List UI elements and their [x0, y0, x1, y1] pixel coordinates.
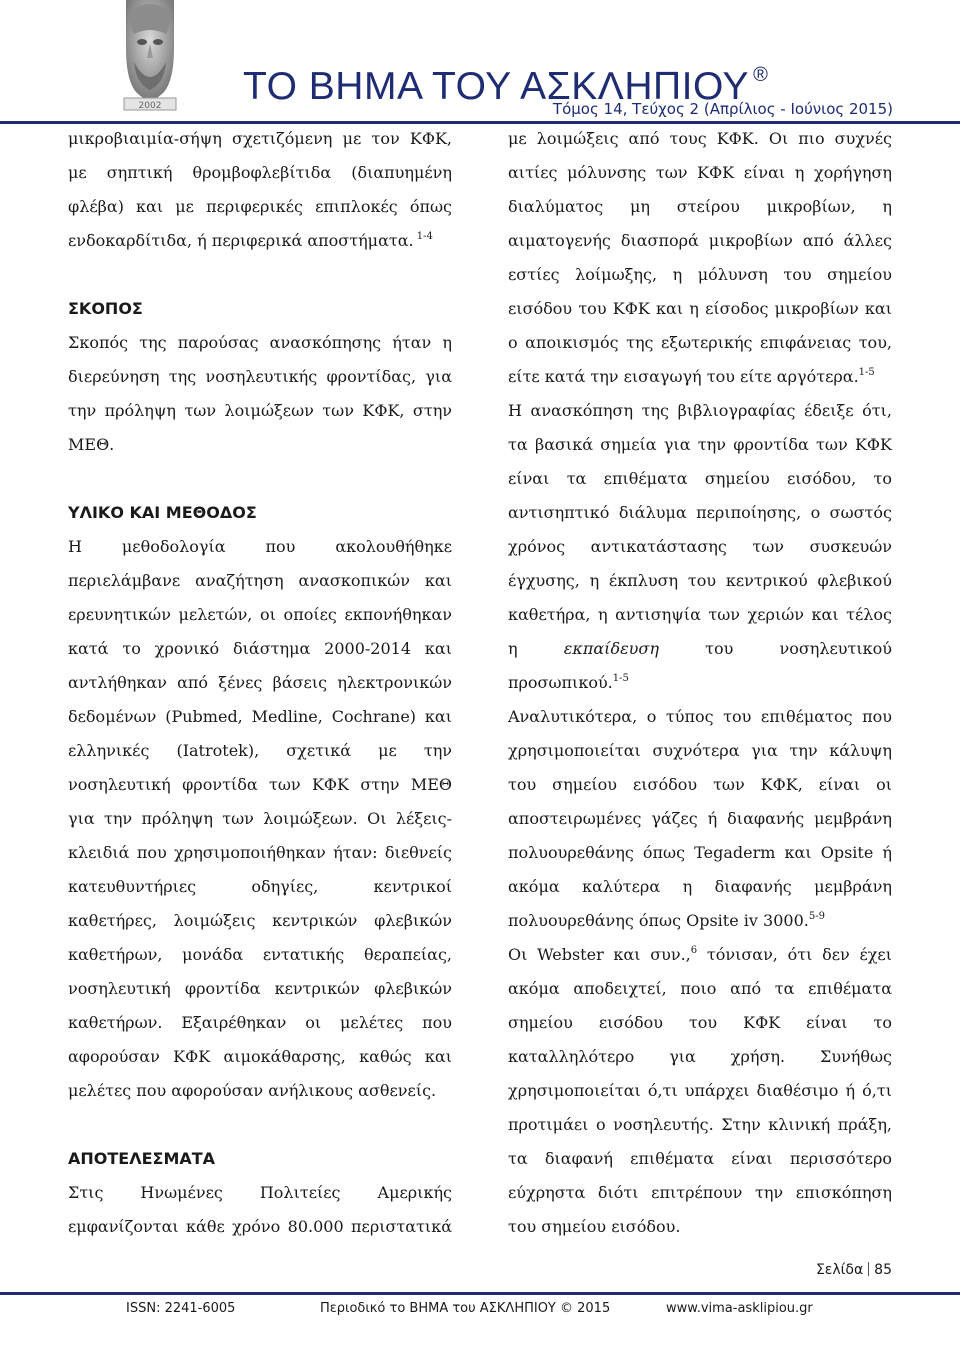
text-line: αιματογενής διασπορά μικροβίων από άλλες — [508, 231, 892, 250]
left-column — [68, 122, 452, 1244]
text-line: εισόδου του ΚΦΚ και η είσοδος μικροβίων και — [508, 299, 892, 318]
page-number-value: 85 — [874, 1262, 892, 1278]
text-line — [508, 360, 892, 394]
page-label: Σελίδα — [815, 1262, 864, 1278]
text-line: αντλήθηκαν από ξένες βάσεις ηλεκτρονικών — [68, 673, 452, 692]
section-heading-methods: ΥΛΙΚΟ ΚΑΙ ΜΕΘΟΔΟΣ — [68, 503, 257, 522]
text-line: αιτίες μόλυνσης των ΚΦΚ είναι η χορήγηση — [508, 163, 892, 182]
text-line: καθετήρες, λοιμώξεις κεντρικών φλεβικών — [68, 911, 452, 930]
text-line: νοσηλευτική φροντίδα κεντρικών φλεβικών — [68, 979, 452, 998]
text-line: ελληνικές (Iatrotek), σχετικά με την — [68, 741, 452, 760]
registered-mark: ® — [753, 64, 769, 86]
text-line: με λοιμώξεις από τους ΚΦΚ. Οι πιο συχνές — [508, 129, 892, 148]
text-line: μελέτες που αφορούσαν ανήλικους ασθενείς. — [68, 1081, 437, 1100]
text-line: ακόμα αποδειχτεί, ποιο από τα επιθέματα — [508, 979, 892, 998]
text-line: του σημείου εισόδου. — [508, 1217, 681, 1236]
text-line: αφορούσαν ΚΦΚ αιμοκάθαρσης, καθώς και — [68, 1047, 452, 1066]
page-number — [780, 1260, 892, 1280]
text-line: για την πρόληψη των λοιμώξεων. Οι λέξεις- — [68, 809, 452, 828]
text-line: Σκοπός της παρούσας ανασκόπησης ήταν η — [68, 333, 452, 352]
text-line: Στις Ηνωμένες Πολιτείες Αμερικής — [68, 1183, 452, 1202]
text-line: ακόμα καλύτερα η διαφανής μεμβράνη — [508, 877, 892, 896]
text-line: περιελάμβανε αναζήτηση ανασκοπικών και — [68, 571, 452, 590]
paragraph-gap — [68, 258, 452, 292]
text-line: με σηπτική θρομβοφλεβίτιδα (διαπυημένη — [68, 163, 452, 182]
text-line — [508, 632, 892, 666]
text-line: εμφανίζονται κάθε χρόνο 80.000 περιστατικά — [68, 1217, 452, 1236]
footer — [120, 1298, 840, 1320]
text-line: χρησιμοποιείται συχνότερα για την κάλυψη — [508, 741, 892, 760]
svg-text:2002: 2002 — [138, 101, 162, 111]
text-line: ο αποικισμός της εξωτερικής επιφάνειας του, — [508, 333, 892, 352]
text-line — [68, 224, 452, 258]
text-line: κατευθυντήριες οδηγίες, κεντρικοί — [68, 877, 452, 896]
journal-title-text: ΤΟ ΒΗΜΑ ΤΟΥ ΑΣΚΛΗΠΙΟΥ — [243, 65, 750, 108]
text-line: την πρόληψη των λοιμώξεων των ΚΦΚ, στην — [68, 401, 452, 420]
text-line: δεδομένων (Pubmed, Medline, Cochrane) και — [68, 707, 452, 726]
text-line: χρόνος αντικατάστασης των συσκευών — [508, 537, 892, 556]
text-line — [508, 938, 892, 972]
text-line: αποστειρωμένες γάζες ή διαφανής μεμβράνη — [508, 809, 892, 828]
emphasized-word: εκπαίδευση — [563, 639, 659, 658]
text-line-body: Οι Webster και συν., — [508, 945, 691, 964]
text-line: Η ανασκόπηση της βιβλιογραφίας έδειξε ότι, — [508, 401, 892, 420]
issue-info: Τόμος 14, Τεύχος 2 (Απρίλιος - Ιούνιος 2015) — [552, 100, 893, 118]
citation-ref: 1-4 — [413, 231, 433, 242]
asklepios-bust-logo-icon — [120, 0, 180, 112]
text-line: Αναλυτικότερα, ο τύπος του επιθέματος που — [508, 707, 892, 726]
text-line: κατά το χρονικό διάστημα 2000-2014 και — [68, 639, 452, 658]
text-line — [508, 666, 892, 700]
text-line-body: είτε κατά την εισαγωγή του είτε αργότερα. — [508, 367, 859, 386]
text-line: σημείου εισόδου του ΚΦΚ είναι το — [508, 1013, 892, 1032]
text-line: Η μεθοδολογία που ακολουθήθηκε — [68, 537, 452, 556]
text-line: προτιμάει ο νοσηλευτής. Στην κλινική πράξη, — [508, 1115, 892, 1134]
text-line: ερευνητικών μελετών, οι οποίες εκπονήθηκαν — [68, 605, 452, 624]
text-line-body: προσωπικού. — [508, 673, 613, 692]
text-line: τα βασικά σημεία για την φροντίδα των ΚΦΚ — [508, 435, 892, 454]
text-line: καθετήρων, μονάδα εντατικής θεραπείας, — [68, 945, 452, 964]
text-line: καθετήρων. Εξαιρέθηκαν οι μελέτες που — [68, 1013, 452, 1032]
text-line: έγχυσης, η έκπλυση του κεντρικού φλεβικού — [508, 571, 892, 590]
text-word: η — [508, 639, 518, 658]
text-line: καταλληλότερο για χρήση. Συνήθως — [508, 1047, 892, 1066]
footer-divider — [0, 1292, 960, 1295]
text-line: φλέβα) και με περιφερικές επιπλοκές όπως — [68, 197, 452, 216]
footer-issn: ISSN: 2241-6005 — [126, 1301, 236, 1316]
text-line: είναι τα επιθέματα σημείου εισόδου, το — [508, 469, 892, 488]
text-line: του σημείου εισόδου των ΚΦΚ, είναι οι — [508, 775, 892, 794]
footer-url[interactable]: www.vima-asklipiou.gr — [666, 1301, 813, 1316]
section-heading-results: ΑΠΟΤΕΛΕΣΜΑΤΑ — [68, 1149, 216, 1168]
text-line: κλειδιά που χρησιμοποιήθηκαν ήταν: διεθνείς — [68, 843, 452, 862]
text-line: αντισηπτικό διάλυμα περιποίησης, ο σωστός — [508, 503, 892, 522]
page-number-separator — [868, 1262, 869, 1276]
paragraph-gap — [68, 1108, 452, 1142]
text-line: διερεύνηση της νοσηλευτικής φροντίδας, για — [68, 367, 452, 386]
text-line: καθετήρα, η αντισηψία των χεριών και τέλος — [508, 605, 892, 624]
paragraph-gap — [68, 462, 452, 496]
text-line — [508, 904, 892, 938]
text-line-body: ενδοκαρδίτιδα, ή περιφερικά αποστήματα. — [68, 231, 414, 250]
text-line: μικροβιαιμία-σήψη σχετιζόμενη με τον ΚΦΚ, — [68, 129, 452, 148]
footer-journal: Περιοδικό το ΒΗΜΑ του ΑΣΚΛΗΠΙΟΥ © 2015 — [320, 1301, 611, 1316]
text-word: του νοσηλευτικού — [705, 639, 892, 658]
citation-ref: 5-9 — [808, 911, 825, 922]
right-column — [508, 122, 892, 1244]
text-line: ΜΕΘ. — [68, 435, 115, 454]
text-line-body: τόνισαν, ότι δεν έχει — [697, 945, 892, 964]
text-line: εύχρηστα διότι επιτρέπουν την επισκόπηση — [508, 1183, 892, 1202]
citation-ref: 1-5 — [858, 367, 875, 378]
text-line: νοσηλευτική φροντίδα των ΚΦΚ στην ΜΕΘ — [68, 775, 452, 794]
text-line: εστίες λοίμωξης, η μόλυνση του σημείου — [508, 265, 892, 284]
text-line-body: πολυουρεθάνης όπως Opsite iv 3000. — [508, 911, 809, 930]
section-heading-aim: ΣΚΟΠΟΣ — [68, 299, 143, 318]
citation-ref: 1-5 — [612, 673, 629, 684]
text-line: πολυουρεθάνης όπως Tegaderm και Opsite ή — [508, 843, 892, 862]
citation-ref: 6 — [690, 945, 698, 956]
text-line: τα διαφανή επιθέματα είναι περισσότερο — [508, 1149, 892, 1168]
text-line: διαλύματος μη στείρου μικροβίων, η — [508, 197, 892, 216]
text-line: χρησιμοποιείται ό,τι υπάρχει διαθέσιμο ή ό,τι — [508, 1081, 892, 1100]
